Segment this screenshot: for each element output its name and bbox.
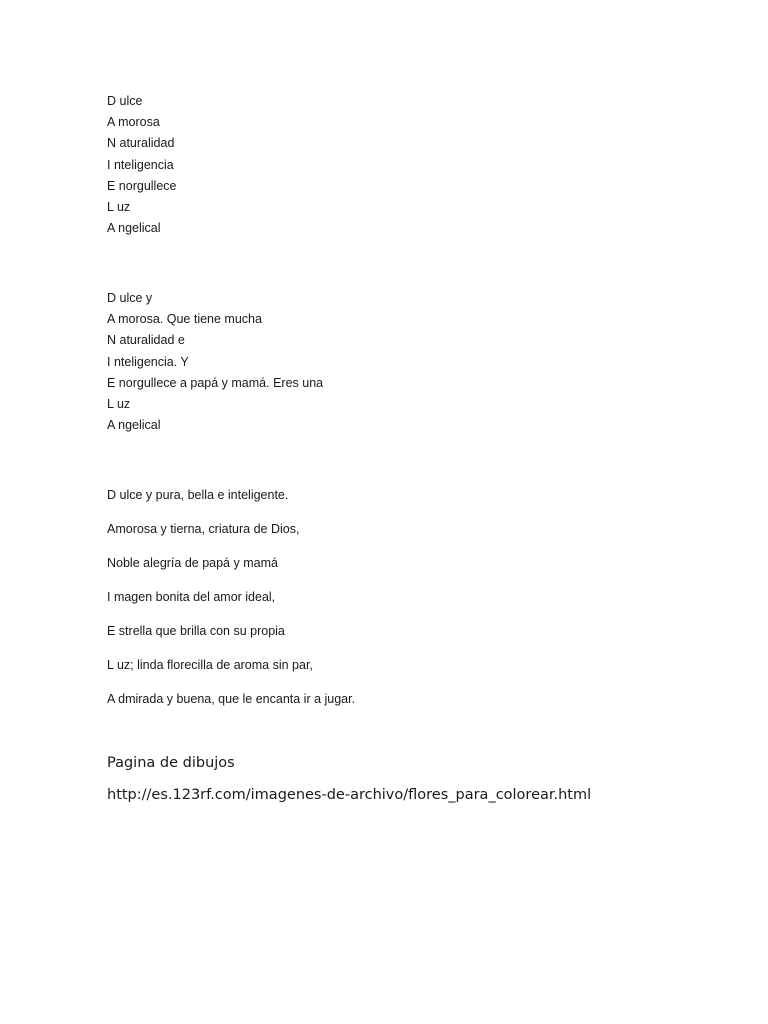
poem-line: D ulce — [107, 94, 143, 108]
drawings-section-title: Pagina de dibujos — [107, 755, 235, 771]
drawings-url-link[interactable]: http://es.123rf.com/imagenes-de-archivo/flores_para_colorear.html — [107, 787, 592, 803]
poem-line: L uz; linda florecilla de aroma sin par, — [107, 658, 313, 672]
acrostic-poem-medium — [107, 288, 323, 436]
poem-line: I magen bonita del amor ideal, — [107, 590, 276, 604]
poem-line: A ngelical — [107, 418, 161, 433]
poem-line: E norgullece a papá y mamá. Eres una — [107, 375, 324, 390]
poem-line: N aturalidad e — [107, 333, 185, 348]
poem-line: I nteligencia. Y — [107, 354, 189, 369]
poem-line: L uz — [107, 199, 131, 214]
poem-line: D ulce y — [107, 291, 153, 305]
acrostic-poem-short — [107, 91, 177, 239]
poem-line: A morosa — [107, 115, 160, 130]
poem-line: A ngelical — [107, 221, 161, 236]
poem-line: E strella que brilla con su propia — [107, 624, 285, 638]
poem-line: A morosa. Que tiene mucha — [107, 312, 262, 327]
poem-line: N aturalidad — [107, 136, 175, 151]
acrostic-poem-long — [107, 485, 355, 723]
poem-line: D ulce y pura, bella e inteligente. — [107, 488, 289, 502]
poem-line: I nteligencia — [107, 157, 174, 172]
poem-line: Amorosa y tierna, criatura de Dios, — [107, 522, 300, 536]
poem-line: L uz — [107, 396, 131, 411]
poem-line: A dmirada y buena, que le encanta ir a jugar. — [107, 692, 356, 706]
poem-line: Noble alegría de papá y mamá — [107, 556, 278, 570]
poem-line: E norgullece — [107, 178, 177, 193]
